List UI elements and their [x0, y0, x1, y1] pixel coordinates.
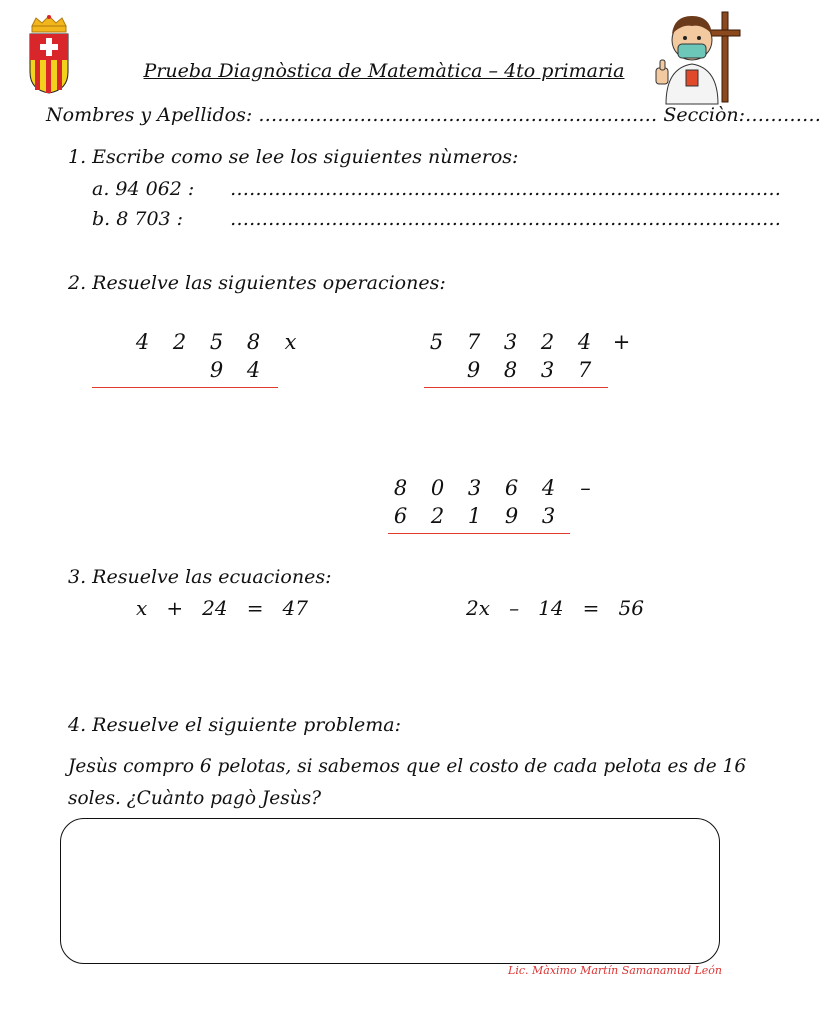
section-field[interactable]: …………	[745, 104, 821, 126]
answer-box[interactable]	[60, 818, 720, 964]
q1-item-a-answer-line[interactable]: ……………………………………………………………………………	[230, 178, 781, 200]
addition-top-row: 5 7 3 2 4 +	[429, 330, 631, 354]
q1-item-a-label: a. 94 062 :	[92, 178, 195, 200]
addition-result-line	[424, 387, 608, 388]
q4-problem-line-2: soles. ¿Cuànto pagò Jesùs?	[68, 788, 322, 809]
subtraction-result-line	[388, 533, 570, 534]
names-label: Nombres y Apellidos:	[46, 104, 253, 126]
subtraction-top-row: 8 0 3 6 4 –	[393, 476, 591, 500]
multiplication-result-line	[92, 387, 278, 388]
equation-2: 2x – 14 = 56	[466, 596, 644, 620]
addition-bottom-row: 9 8 3 7	[466, 358, 592, 382]
q1-item-b-label: b. 8 703 :	[92, 208, 184, 230]
multiplication-bottom-row: 9 4	[209, 358, 261, 382]
section-label: Secciòn:	[663, 104, 746, 126]
page-title: Prueba Diagnòstica de Matemàtica – 4to primaria	[143, 60, 625, 82]
coat-of-arms-logo	[26, 14, 72, 94]
q3-prompt: 3. Resuelve las ecuaciones:	[68, 566, 332, 588]
saint-illustration	[652, 8, 746, 104]
equation-1: x + 24 = 47	[136, 596, 308, 620]
author-credit: Lic. Màximo Martín Samanamud León	[508, 964, 722, 977]
q1-item-b-answer-line[interactable]: ……………………………………………………………………………	[230, 208, 781, 230]
q2-prompt: 2. Resuelve las siguientes operaciones:	[68, 272, 446, 294]
names-row	[46, 104, 821, 126]
q1-prompt: 1. Escribe como se lee los siguientes nùmeros:	[68, 146, 519, 168]
names-field[interactable]: ………………………………………………………	[258, 104, 658, 126]
multiplication-top-row: 4 2 5 8 x	[135, 330, 297, 354]
q4-prompt: 4. Resuelve el siguiente problema:	[68, 714, 402, 736]
subtraction-bottom-row: 6 2 1 9 3	[393, 504, 556, 528]
q4-problem-line-1: Jesùs compro 6 pelotas, si sabemos que el costo de cada pelota es de 16	[68, 756, 747, 777]
